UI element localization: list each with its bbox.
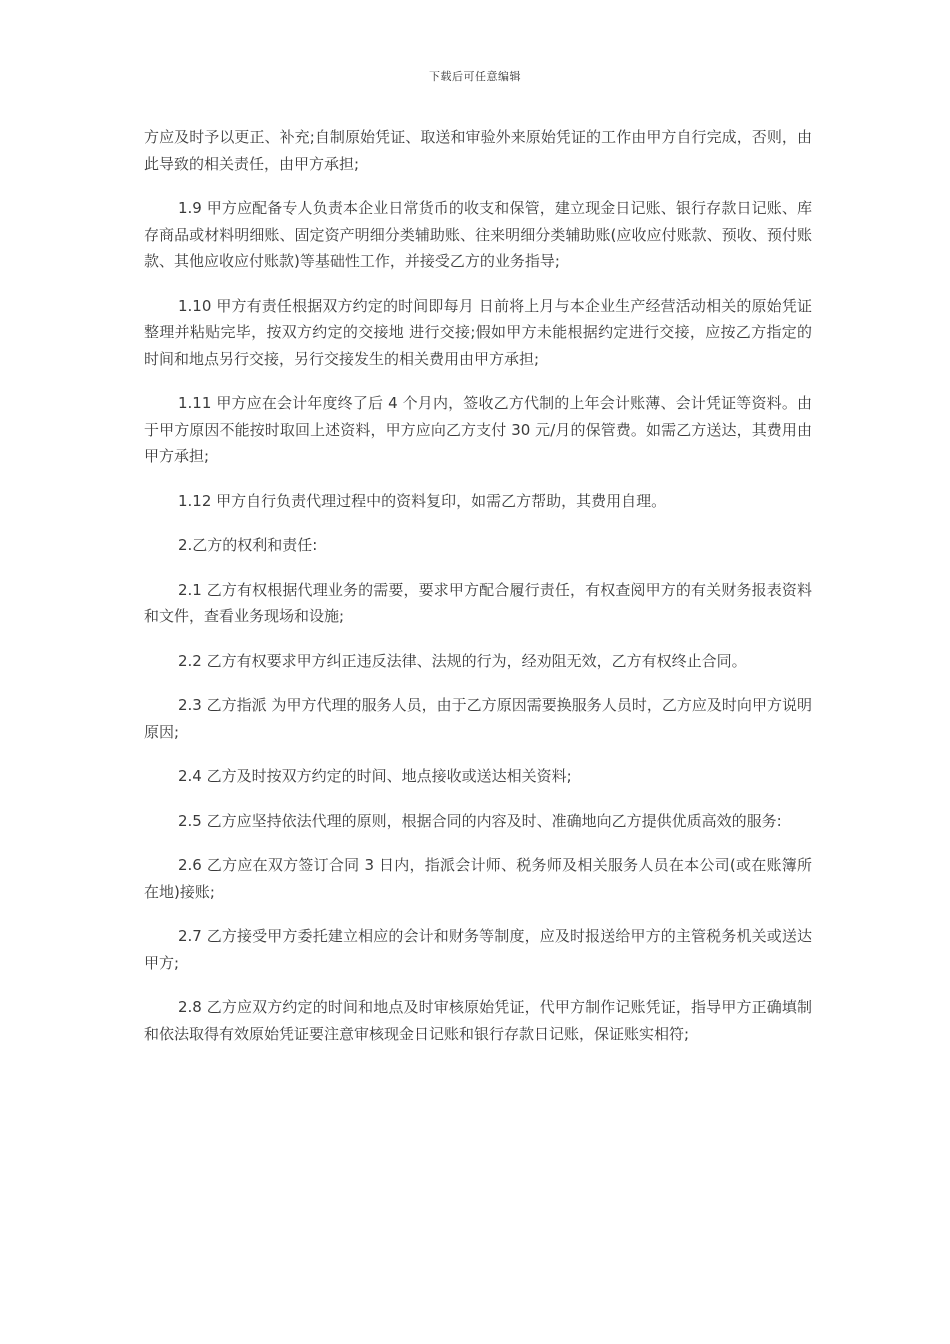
clause-1-11: 1.11 甲方应在会计年度终了后 4 个月内，签收乙方代制的上年会计账薄、会计凭证等资料。由于甲方原因不能按时取回上述资料，甲方应向乙方支付 30 元/月的保管费。如需乙方送达，其费用由甲方承担;: [144, 394, 812, 465]
clause-1-10: 1.10 甲方有责任根据双方约定的时间即每月 日前将上月与本企业生产经营活动相关的原始凭证整理并粘贴完毕，按双方约定的交接地 进行交接;假如甲方未能根据约定进行交接，应按乙方指定的时间和地点另行交接，另行交接发生的相关费用由甲方承担;: [144, 296, 812, 368]
clause-2-2: 2.2 乙方有权要求甲方纠正违反法律、法规的行为，经劝阻无效，乙方有权终止合同。: [178, 651, 747, 670]
clause-2-5: 2.5 乙方应坚持依法代理的原则，根据合同的内容及时、准确地向乙方提供优质高效的服务:: [178, 811, 782, 830]
clause-2-8: 2.8 乙方应双方约定的时间和地点及时审核原始凭证，代甲方制作记账凭证，指导甲方正确填制和依法取得有效原始凭证要注意审核现金日记账和银行存款日记账，保证账实相符;: [144, 998, 812, 1043]
clause-2-4: 2.4 乙方及时按双方约定的时间、地点接收或送达相关资料;: [178, 767, 572, 785]
document-body: [144, 124, 812, 1065]
clause-2-6: 2.6 乙方应在双方签订合同 3 日内，指派会计师、税务师及相关服务人员在本公司(或在账簿所在地)接账;: [144, 856, 812, 901]
clause-2-3: 2.3 乙方指派 为甲方代理的服务人员，由于乙方原因需要换服务人员时，乙方应及时向甲方说明原因;: [144, 696, 812, 741]
page-header: 下载后可任意编辑: [429, 70, 521, 83]
clause-1-9: 1.9 甲方应配备专人负责本企业日常货币的收支和保管，建立现金日记账、银行存款日记账、库存商品或材料明细账、固定资产明细分类辅助账、往来明细分类辅助账(应收应付账款、预收、预付账款、其他应收应付账款)等基础性工作，并接受乙方的业务指导;: [144, 199, 812, 270]
clause-2-7: 2.7 乙方接受甲方委托建立相应的会计和财务等制度，应及时报送给甲方的主管税务机关或送达甲方;: [144, 927, 812, 972]
clause-2-1: 2.1 乙方有权根据代理业务的需要，要求甲方配合履行责任，有权查阅甲方的有关财务报表资料和文件，查看业务现场和设施;: [144, 580, 812, 625]
clause-1-12: 1.12 甲方自行负责代理过程中的资料复印，如需乙方帮助，其费用自理。: [178, 491, 667, 510]
section-heading-2: 2.乙方的权利和责任:: [178, 536, 318, 554]
paragraph-continuation: 方应及时予以更正、补充;自制原始凭证、取送和审验外来原始凭证的工作由甲方自行完成，否则，由此导致的相关责任，由甲方承担;: [144, 128, 812, 173]
